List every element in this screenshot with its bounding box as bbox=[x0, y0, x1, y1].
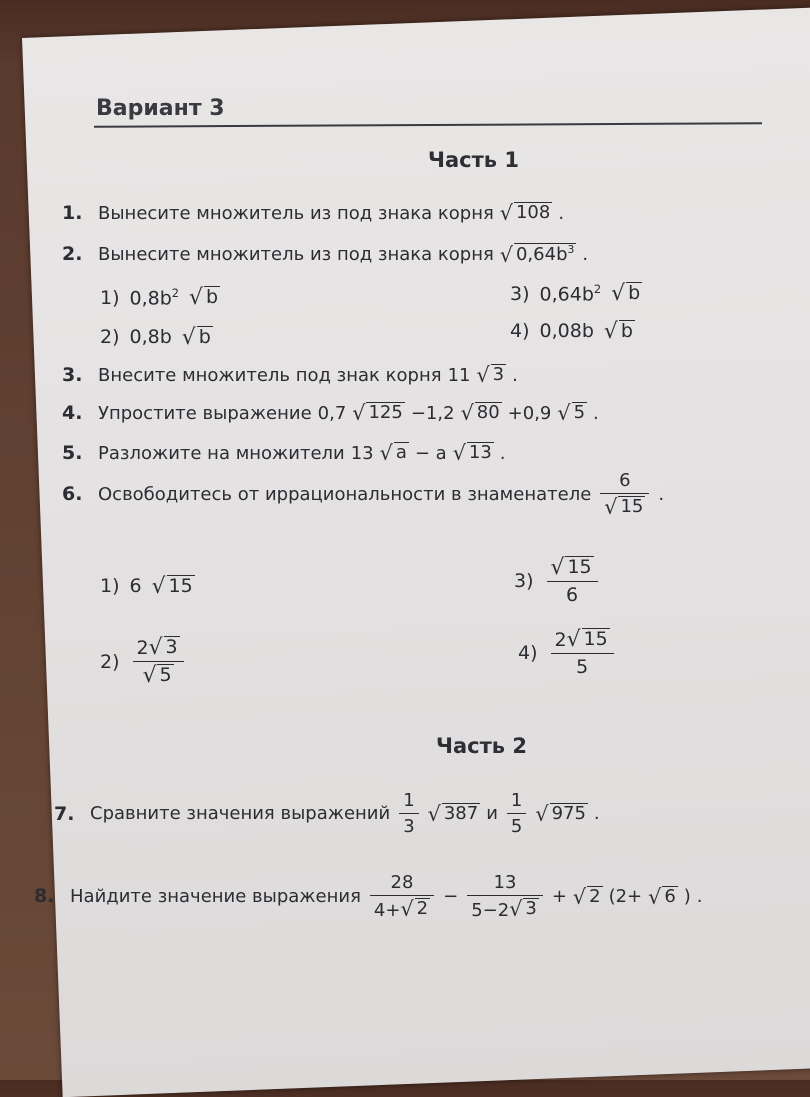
question-1: 1. Вынесите множитель из под знака корня √ 108 . bbox=[62, 201, 565, 226]
q6-option-1: 1) 6 √ 15 bbox=[100, 574, 193, 599]
radical: √ $0,64b^3$ bbox=[499, 242, 575, 267]
q2-option-4: 4) 0,08b √ b bbox=[510, 319, 633, 344]
q2-option-2: 2) 0,8b √ b bbox=[100, 325, 211, 350]
question-8: 8. Найдите значение выражения 28 4+ √ 2 − 13 5−2 √ 3 + √ 2 (2+ √ 6 ) . bbox=[34, 872, 703, 921]
variant-title: Вариант 3 bbox=[96, 96, 225, 121]
question-3: 3. Внесите множитель под знак корня 11 √ 3 . bbox=[62, 363, 518, 388]
radical: √ 108 bbox=[499, 201, 551, 226]
fraction: 6 √ 15 bbox=[600, 470, 649, 519]
question-text: Вынесите множитель из под знака корня bbox=[98, 243, 494, 265]
part1-title: Часть 1 bbox=[428, 148, 519, 172]
question-7: 7. Сравните значения выражений $\frac{1}{3}$ √ 387 и $\frac{1}{5}$ √ 975 . bbox=[54, 790, 600, 837]
question-text: Вынесите множитель из под знака корня bbox=[98, 202, 494, 224]
question-number: 1. bbox=[62, 202, 83, 224]
part2-title: Часть 2 bbox=[436, 734, 527, 758]
q2-option-3: 3) $0,64b^2$ √ b bbox=[510, 281, 641, 307]
question-6: 6. Освободитесь от иррациональности в знаменателе 6 √ 15 . bbox=[62, 470, 665, 519]
question-5: 5. Разложите на множители 13 √ a − a √ 13 . bbox=[62, 441, 506, 466]
question-2: 2. Вынесите множитель из под знака корня √ $0,64b^3$ . bbox=[62, 242, 589, 267]
variant-underline bbox=[94, 122, 762, 127]
q6-option-4: 4) 2 √ 15 5 bbox=[518, 628, 617, 678]
question-4: 4. Упростите выражение 0,7 √ 125 −1,2 √ 80 +0,9 √ 5 . bbox=[62, 401, 599, 426]
q6-option-3: 3) √ 15 6 bbox=[514, 556, 601, 606]
q6-option-2: 2) 2 √ 3 √ 5 bbox=[100, 636, 187, 687]
question-number: 2. bbox=[62, 243, 83, 266]
q2-option-1: 1) $0,8b^2$ √ b bbox=[100, 285, 219, 311]
